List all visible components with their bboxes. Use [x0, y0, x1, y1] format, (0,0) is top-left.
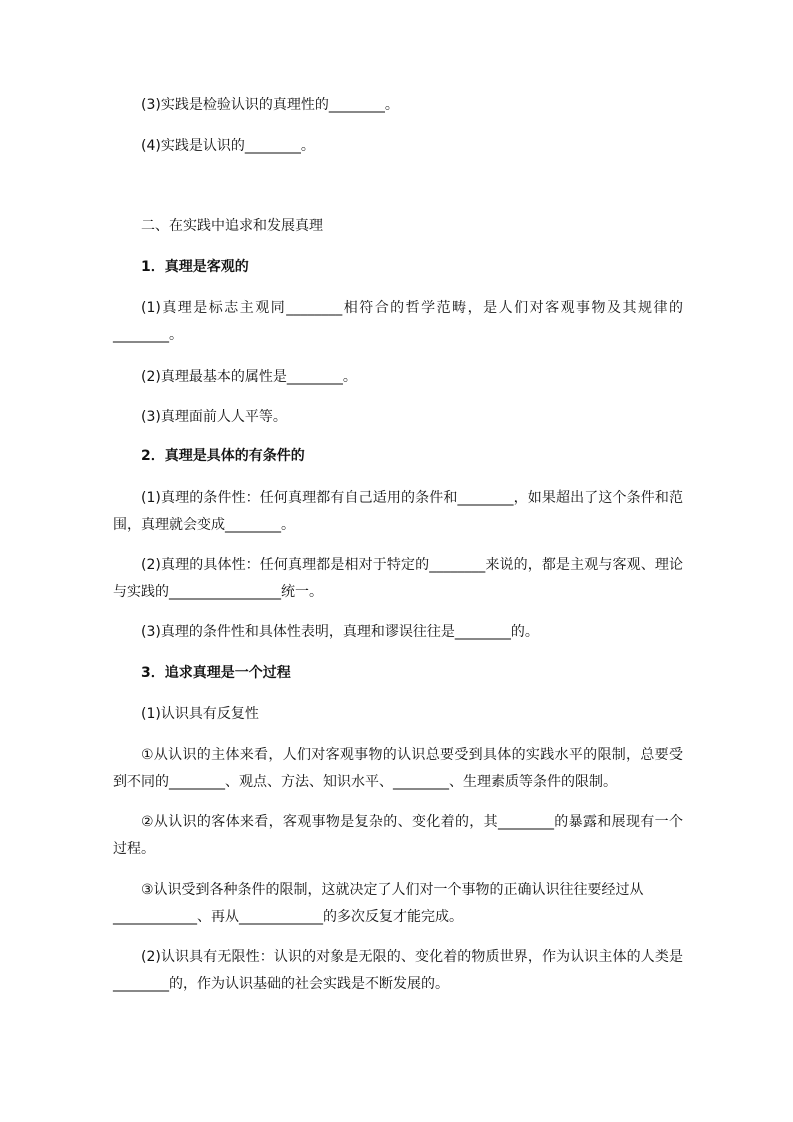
item-1-1-line-1: (1)真理是标志主观同________相符合的哲学范畴，是人们对客观事物及其规律的 [141, 300, 683, 316]
item-3-1-a-line-1: ①从认识的主体来看，人们对客观事物的认识总要受到具体的实践水平的限制，总要受 [141, 747, 683, 763]
item-3-2-line-2: ________的，作为认识基础的社会实践是不断发展的。 [113, 976, 449, 992]
item-4: (4)实践是认识的________。 [141, 138, 315, 154]
section-2-heading: 二、在实践中追求和发展真理 [141, 218, 323, 234]
item-3-1: (1)认识具有反复性 [141, 706, 259, 722]
item-2-1-line-1: (1)真理的条件性：任何真理都有自己适用的条件和________，如果超出了这个条件和范 [141, 490, 683, 506]
item-1-1-line-2: ________。 [113, 327, 183, 343]
item-2-2-line-1: (2)真理的具体性：任何真理都是相对于特定的________来说的，都是主观与客观、理论 [141, 557, 683, 573]
item-3: (3)实践是检验认识的真理性的________。 [141, 97, 399, 113]
item-3-1-b-line-1: ②从认识的客体来看，客观事物是复杂的、变化着的，其________的暴露和展现有一个 [141, 814, 683, 830]
item-3-2-line-1: (2)认识具有无限性：认识的对象是无限的、变化着的物质世界，作为认识主体的人类是 [141, 949, 683, 965]
item-2-3: (3)真理的条件性和具体性表明，真理和谬误往往是________的。 [141, 624, 539, 640]
subsection-2-heading: 2．真理是具体的有条件的 [141, 448, 305, 464]
item-3-1-a-line-2: 到不同的________、观点、方法、知识水平、________、生理素质等条件的限制。 [113, 774, 617, 790]
subsection-1-heading: 1．真理是客观的 [141, 259, 249, 275]
item-1-3: (3)真理面前人人平等。 [141, 409, 287, 425]
item-3-1-c-line-1: ③认识受到各种条件的限制，这就决定了人们对一个事物的正确认识往往要经过从 [141, 882, 644, 898]
item-3-1-c-line-2: ____________、再从____________的多次反复才能完成。 [113, 909, 463, 925]
item-2-1-line-2: 围，真理就会变成________。 [113, 517, 295, 533]
item-1-2: (2)真理最基本的属性是________。 [141, 369, 357, 385]
item-2-2-line-2: 与实践的________________统一。 [113, 584, 323, 600]
item-3-1-b-line-2: 过程。 [113, 841, 155, 857]
subsection-3-heading: 3．追求真理是一个过程 [141, 665, 291, 681]
